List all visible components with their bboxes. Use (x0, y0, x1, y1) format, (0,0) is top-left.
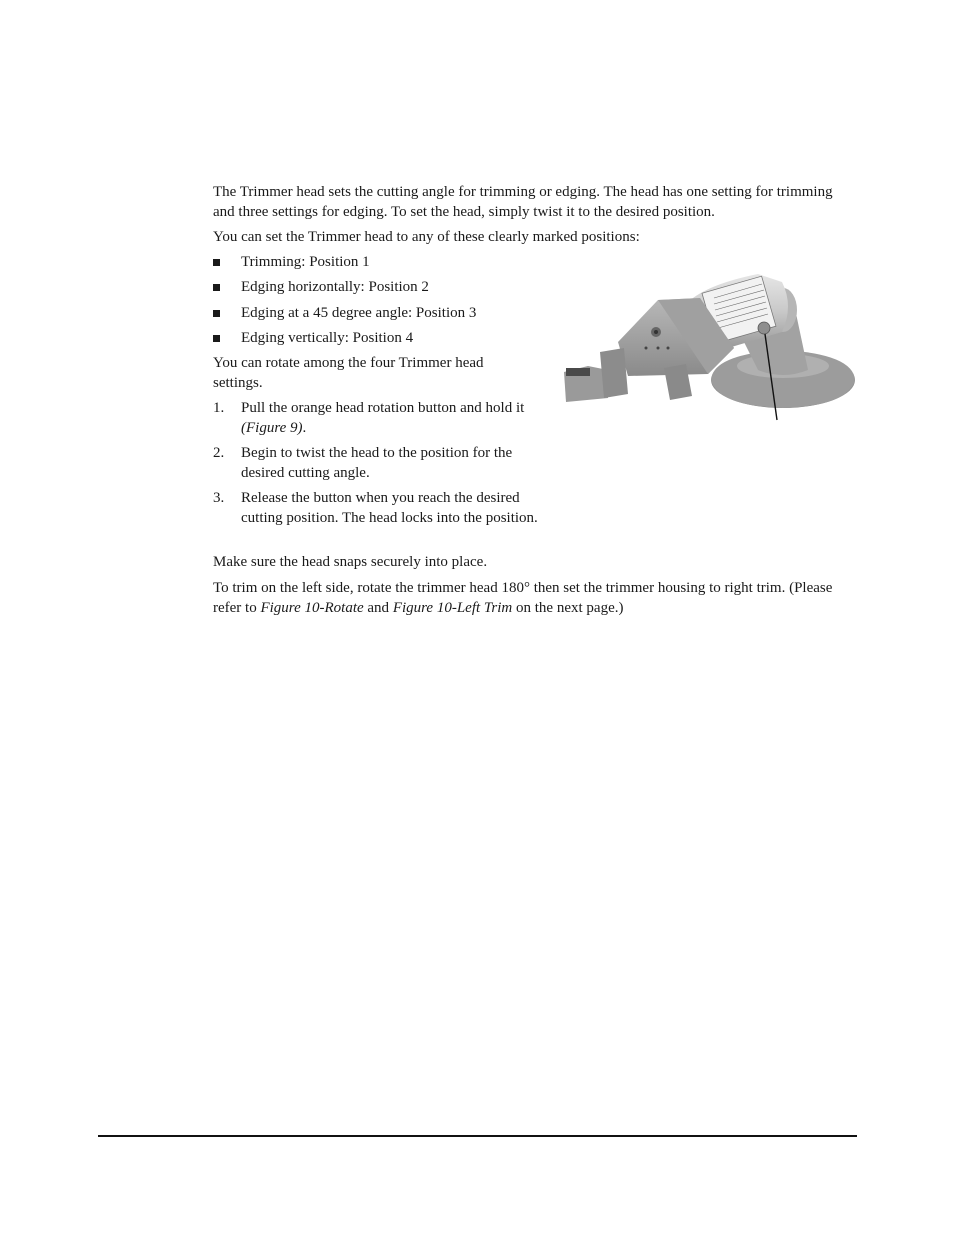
list-item-text: Edging at a 45 degree angle: Position 3 (241, 305, 477, 321)
figure-reference: Figure 10-Left Trim (392, 599, 513, 616)
step-item (213, 444, 543, 483)
left-trim-text: To trim on the left side, rotate the trimmer head 180° then set the trimmer housing to right trim. (Please refer to (213, 580, 833, 616)
snap-note: Make sure the head snaps securely into place. (213, 554, 488, 570)
step-number: 3. (213, 490, 225, 506)
rotate-intro: You can rotate among the four Trimmer head settings. (213, 355, 484, 391)
step-text-main: Pull the orange head rotation button and hold it (241, 400, 525, 416)
step-text-end: . (302, 419, 307, 436)
step-text: Begin to twist the head to the position for the desired cutting angle. (241, 445, 513, 481)
bullet-icon (213, 284, 220, 291)
bullet-icon (213, 259, 220, 266)
left-trim-paragraph (213, 579, 845, 618)
left-trim-text: on the next page.) (512, 599, 624, 616)
intro-paragraph: The Trimmer head sets the cutting angle for trimming or edging. The head has one setting for trimming and three settings for edging. To set the head, simply twist it to the desired position. (213, 184, 833, 220)
list-item-text: Edging horizontally: Position 2 (241, 279, 429, 295)
figure-reference: Figure 10-Rotate (260, 599, 364, 616)
step-text: Release the button when you reach the desired cutting position. The head locks into the position. (241, 490, 538, 526)
step-number: 1. (213, 400, 225, 416)
footer-rule (98, 1135, 857, 1137)
list-item-text: Edging vertically: Position 4 (241, 330, 414, 346)
step-text (241, 399, 541, 438)
step-item (213, 399, 543, 438)
trimmer-head-illustration (558, 262, 858, 424)
list-item-text: Trimming: Position 1 (241, 254, 370, 270)
positions-intro: You can set the Trimmer head to any of these clearly marked positions: (213, 229, 640, 245)
bullet-icon (213, 335, 220, 342)
left-trim-text: and (363, 599, 393, 616)
step-item (213, 489, 543, 528)
figure-reference: (Figure 9) (241, 419, 303, 436)
trimmer-head-figure (558, 262, 858, 424)
bullet-icon (213, 310, 220, 317)
step-number: 2. (213, 445, 225, 461)
